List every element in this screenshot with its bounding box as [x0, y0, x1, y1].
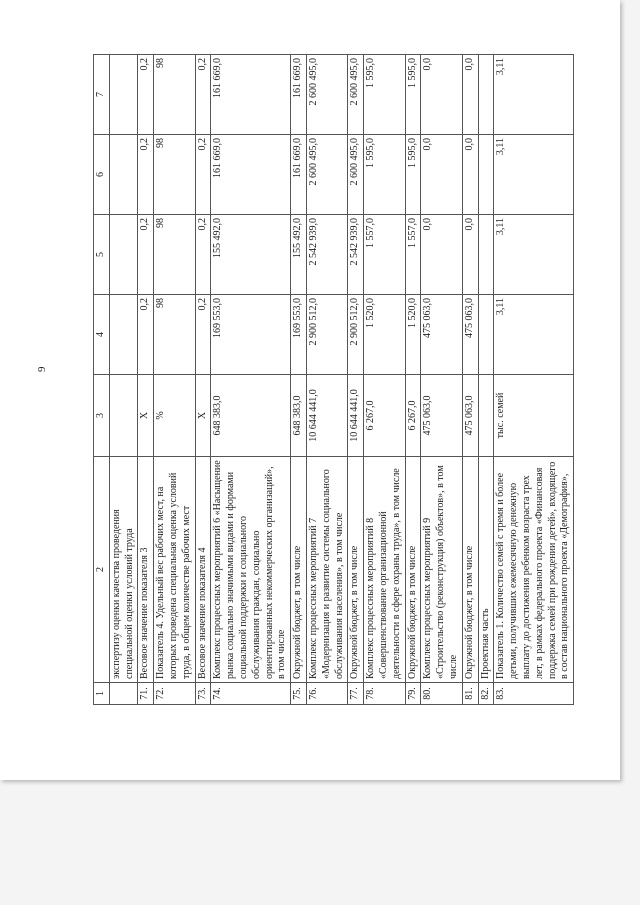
row-value-col7: 2 600 495,0 — [348, 55, 364, 135]
header-cell: 3 — [94, 375, 110, 457]
row-value-col7 — [109, 55, 138, 135]
row-value-col4: 475 063,0 — [421, 295, 462, 375]
header-cell: 1 — [94, 683, 110, 705]
row-number: 80. — [421, 683, 462, 705]
table-row — [364, 55, 405, 705]
page-number: 9 — [36, 366, 48, 372]
row-unit-or-total: 10 644 441,0 — [306, 375, 347, 457]
row-value-col4: 0,2 — [138, 295, 154, 375]
row-value-col5: 0,0 — [421, 215, 462, 295]
row-value-col6: 1 595,0 — [405, 135, 421, 215]
row-number: 71. — [138, 683, 154, 705]
header-cell: 4 — [94, 295, 110, 375]
row-name: Комплекс процессных мероприятий 8 «Совершенствование организационной деятельности в сфере охраны труда», в том числе — [364, 457, 405, 683]
row-value-col5: 155 492,0 — [291, 215, 307, 295]
table-row — [138, 55, 154, 705]
row-value-col7: 0,0 — [462, 55, 478, 135]
row-name: Комплекс процессных мероприятий 7 «Модернизация и развитие системы социального обслуживания населения», в том числе — [306, 457, 347, 683]
row-value-col7: 0,0 — [421, 55, 462, 135]
row-unit-or-total: X — [138, 375, 154, 457]
row-value-col6: 1 595,0 — [364, 135, 405, 215]
row-unit-or-total: % — [154, 375, 195, 457]
row-name: Окружной бюджет, в том числе — [462, 457, 478, 683]
table-row — [348, 55, 364, 705]
row-value-col6: 3,11 — [494, 135, 574, 215]
row-value-col5: 2 542 939,0 — [348, 215, 364, 295]
row-value-col5: 3,11 — [494, 215, 574, 295]
table-row — [154, 55, 195, 705]
row-value-col5 — [109, 215, 138, 295]
row-value-col4: 1 520,0 — [405, 295, 421, 375]
table-row — [306, 55, 347, 705]
row-number: 82. — [478, 683, 494, 705]
row-name: Весовое значение показателя 4 — [195, 457, 211, 683]
row-unit-or-total — [109, 375, 138, 457]
row-value-col4: 0,2 — [195, 295, 211, 375]
row-number: 78. — [364, 683, 405, 705]
row-value-col7: 0,2 — [138, 55, 154, 135]
row-value-col5: 0,2 — [138, 215, 154, 295]
row-value-col6: 161 669,0 — [211, 135, 291, 215]
row-value-col5: 1 557,0 — [405, 215, 421, 295]
row-name: Комплекс процессных мероприятий 6 «Насыщение рынка социально значимыми видами и формами социальной поддержки и социального обслуживания граждан, социально ориентированных некоммерческих организаций», в том числе — [211, 457, 291, 683]
table-header-row — [94, 55, 110, 705]
row-unit-or-total: 648 383,0 — [291, 375, 307, 457]
row-unit-or-total — [478, 375, 494, 457]
header-cell: 7 — [94, 55, 110, 135]
row-number — [109, 683, 138, 705]
row-value-col6: 0,0 — [462, 135, 478, 215]
row-value-col7: 2 600 495,0 — [306, 55, 347, 135]
row-value-col6 — [478, 135, 494, 215]
table-row — [421, 55, 462, 705]
row-number: 79. — [405, 683, 421, 705]
row-name: Комплекс процессных мероприятий 9 «Строительство (реконструкция) объектов», в том числе — [421, 457, 462, 683]
table-row — [291, 55, 307, 705]
table-body — [94, 55, 574, 705]
table-row — [195, 55, 211, 705]
row-value-col6: 0,2 — [138, 135, 154, 215]
row-value-col4: 169 553,0 — [211, 295, 291, 375]
row-value-col7: 161 669,0 — [291, 55, 307, 135]
row-unit-or-total: тыс. семей — [494, 375, 574, 457]
row-value-col7 — [478, 55, 494, 135]
row-unit-or-total: 475 063,0 — [421, 375, 462, 457]
row-name: Окружной бюджет, в том числе — [291, 457, 307, 683]
row-value-col4: 98 — [154, 295, 195, 375]
row-number: 77. — [348, 683, 364, 705]
row-number: 72. — [154, 683, 195, 705]
header-cell: 6 — [94, 135, 110, 215]
row-number: 74. — [211, 683, 291, 705]
row-unit-or-total: 10 644 441,0 — [348, 375, 364, 457]
row-value-col7: 98 — [154, 55, 195, 135]
row-value-col6: 2 600 495,0 — [348, 135, 364, 215]
row-value-col6: 98 — [154, 135, 195, 215]
row-unit-or-total: 648 383,0 — [211, 375, 291, 457]
row-unit-or-total: 475 063,0 — [462, 375, 478, 457]
row-name: Показатель 1. Количество семей с тремя и более детьми, получивших ежемесячную денежную выплату до достижения ребенком возраста трех лет, в рамках федерального проекта «Финансовая поддержка семей при рождении детей», входящего в состав национального проекта «Демография», — [494, 457, 574, 683]
row-name: Весовое значение показателя 3 — [138, 457, 154, 683]
row-number: 75. — [291, 683, 307, 705]
row-value-col4: 475 063,0 — [462, 295, 478, 375]
row-value-col4: 169 553,0 — [291, 295, 307, 375]
row-value-col6: 0,0 — [421, 135, 462, 215]
row-value-col4: 2 900 512,0 — [348, 295, 364, 375]
row-value-col7: 161 669,0 — [211, 55, 291, 135]
row-value-col5: 0,0 — [462, 215, 478, 295]
row-value-col6: 2 600 495,0 — [306, 135, 347, 215]
row-number: 73. — [195, 683, 211, 705]
data-table — [93, 54, 574, 705]
table-row — [478, 55, 494, 705]
row-name: Показатель 4. Удельный вес рабочих мест, на которых проведена специальная оценка условий труда, в общем количестве рабочих мест — [154, 457, 195, 683]
row-value-col6: 0,2 — [195, 135, 211, 215]
row-value-col5: 155 492,0 — [211, 215, 291, 295]
table-row — [211, 55, 291, 705]
row-number: 81. — [462, 683, 478, 705]
row-name: Окружной бюджет, в том числе — [348, 457, 364, 683]
header-cell: 5 — [94, 215, 110, 295]
row-value-col4: 3,11 — [494, 295, 574, 375]
row-number: 76. — [306, 683, 347, 705]
table-row — [405, 55, 421, 705]
row-number: 83. — [494, 683, 574, 705]
row-value-col7: 0,2 — [195, 55, 211, 135]
row-value-col7: 1 595,0 — [405, 55, 421, 135]
row-value-col6: 161 669,0 — [291, 135, 307, 215]
table-row — [462, 55, 478, 705]
row-value-col5: 2 542 939,0 — [306, 215, 347, 295]
row-value-col7: 3,11 — [494, 55, 574, 135]
row-value-col4: 1 520,0 — [364, 295, 405, 375]
row-value-col4: 2 900 512,0 — [306, 295, 347, 375]
row-unit-or-total: 6 267,0 — [364, 375, 405, 457]
row-unit-or-total: X — [195, 375, 211, 457]
row-value-col5: 0,2 — [195, 215, 211, 295]
row-value-col4 — [478, 295, 494, 375]
row-value-col7: 1 595,0 — [364, 55, 405, 135]
row-value-col5: 98 — [154, 215, 195, 295]
header-cell: 2 — [94, 457, 110, 683]
table-row — [109, 55, 138, 705]
row-value-col6 — [109, 135, 138, 215]
row-name: Проектная часть — [478, 457, 494, 683]
row-value-col5: 1 557,0 — [364, 215, 405, 295]
row-value-col5 — [478, 215, 494, 295]
row-name: экспертизу оценки качества проведения специальной оценки условий труда — [109, 457, 138, 683]
table-row — [494, 55, 574, 705]
row-name: Окружной бюджет, в том числе — [405, 457, 421, 683]
row-unit-or-total: 6 267,0 — [405, 375, 421, 457]
rotated-table-wrapper — [93, 58, 593, 705]
row-value-col4 — [109, 295, 138, 375]
